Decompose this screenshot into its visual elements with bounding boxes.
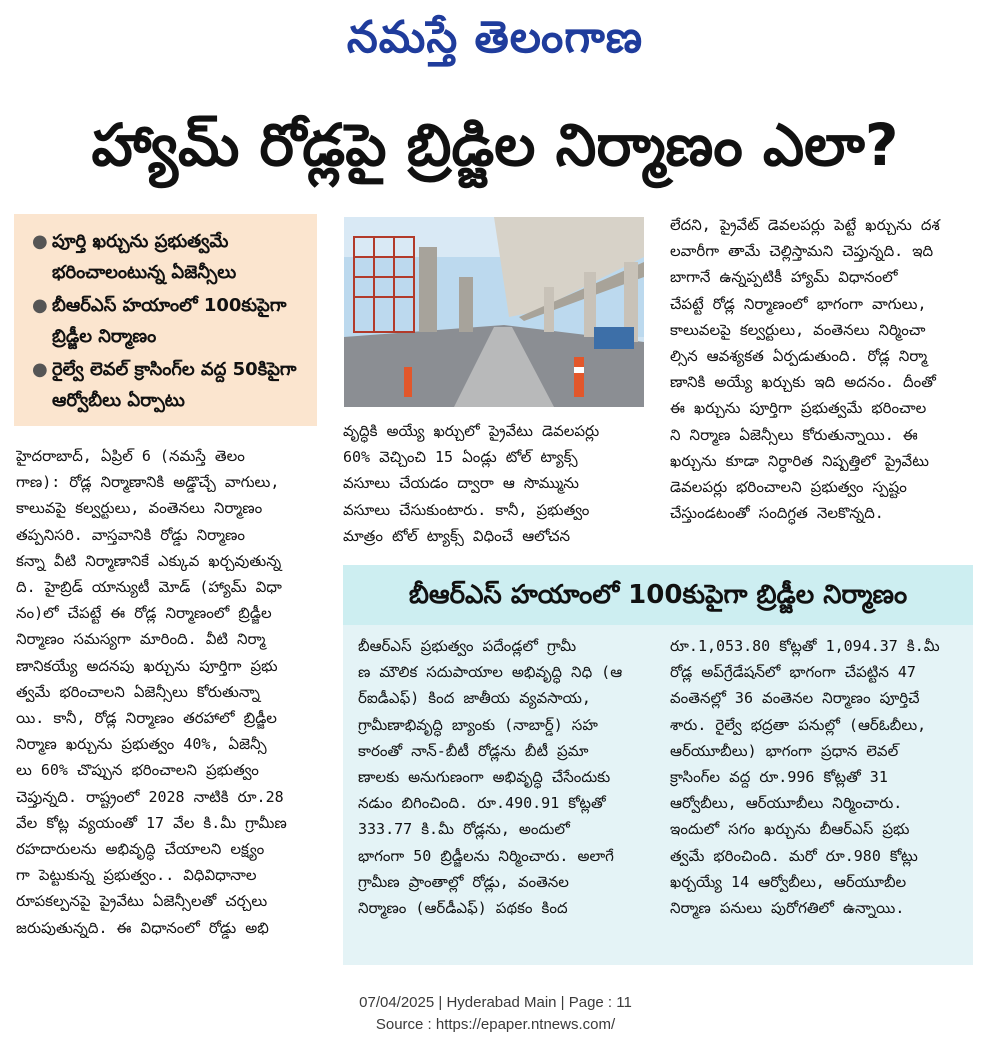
bridge-construction-photo bbox=[344, 217, 644, 407]
subheading: బీఆర్‌ఎస్ హయాంలో 100కుపైగా బ్రిడ్జీల నిర్మాణం bbox=[408, 580, 908, 610]
box-column-1: బీఆర్‌ఎస్ ప్రభుత్వం పదేండ్లలో గ్రామీ ణ మౌలిక సదుపాయాల అభివృద్ధి నిధి (ఆ ర్‌ఐడీఎఫ్) కింద జాతీయ వ్యవసాయ, గ్రామీణాభివృద్ధి బ్యాంకు (నాబార్డ్) సహ కారంతో నాన్-బీటీ రోడ్లను బీటీ ప్రమా ణాలకు అనుగుణంగా అభివృద్ధి చేసేందుకు నడుం బిగించింది. రూ.490.91 కోట్లతో 333.77 కి.మీ రోడ్లను, అందులో భాగంగా 50 బ్రిడ్జీలను నిర్మించారు. అలాగే గ్రామీణ ప్రాంతాల్లో రోడ్లు, వంతెనల నిర్మాణం (ఆర్‌డీఎఫ్) పథకం కింద bbox=[358, 637, 623, 918]
article-column-1: హైదరాబాద్, ఏప్రిల్ 6 (నమస్తే తెలం గాణ): రోడ్ల నిర్మాణానికి అడ్డొచ్చే వాగులు, కాలువపై కల్వర్టులు, వంతెనలు నిర్మాణం తప్పనిసరి. వాస్తవానికి రోడ్డు నిర్మాణం కన్నా వీటి నిర్మాణానికే ఎక్కువ ఖర్చవుతున్న ది. హైబ్రిడ్ యాన్యుటీ మోడ్ (హ్యామ్ విధా నం)లో చేపట్టే ఈ రోడ్ల నిర్మాణంలో బ్రిడ్జీల నిర్మాణం సమస్యగా మారింది. వీటి నిర్మా ణానికయ్యే అదనపు ఖర్చును పూర్తిగా ప్రభు త్వమే భరించాలని ఏజెన్సీలు కోరుతున్నా యి. కానీ, రోడ్ల నిర్మాణం తరహాలో బ్రిడ్జీల నిర్మాణ ఖర్చును ప్రభుత్వం 40%, ఏజెన్సీ లు 60% చొప్పున భరించాలని ప్రభుత్వం చెప్తున్నది. రాష్ట్రంలో 2028 నాటికి రూ.28 వేల కోట్ల వ్యయంతో 17 వేల కి.మీ గ్రామీణ రహదారులను అభివృద్ధి చేయాలని లక్ష్యం గా పెట్టుకున్న ప్రభుత్వం.. విధివిధానాల రూపకల్పనపై ప్రైవేటు ఏజెన్సీలతో చర్చలు జరుపుతున్నది. ఈ విధానంలో రోడ్డు అభి bbox=[16, 447, 287, 937]
bullet-icon: ● bbox=[32, 295, 48, 316]
article-column-3: లేదని, ప్రైవేట్ డెవలపర్లు పెట్టే ఖర్చును దశ లవారీగా తామే చెల్లిస్తామని చెప్తున్నది. ఇది బాగానే ఉన్నప్పటికీ హ్యామ్ విధానంలో చేపట్టే రోడ్ల నిర్మాణంలో భాగంగా వాగులు, కాలువలపై కల్వర్టులు, వంతెనలు నిర్మించా ల్సిన ఆవశ్యకత ఏర్పడుతుంది. రోడ్ల నిర్మా ణానికి అయ్యే ఖర్చుకు ఇది అదనం. దీంతో ఈ ఖర్చును పూర్తిగా ప్రభుత్వమే భరించాల ని నిర్మాణ ఏజెన్సీలు కోరుతున్నాయి. ఈ ఖర్చును కూడా నిర్ధారిత నిష్పత్తిలో ప్రైవేటు డెవలపర్లు భరించాలని ప్రభుత్వం స్పష్టం చేస్తుండటంతో సందిగ్ధత నెలకొన్నది. bbox=[670, 216, 940, 523]
article-column-2: వృద్ధికి అయ్యే ఖర్చులో ప్రైవేటు డెవలపర్లు 60% వెచ్చించి 15 ఏండ్లు టోల్ ట్యాక్స్ వసూలు చేయడం ద్వారా ఆ సొమ్మును వసూలు చేసుకుంటారు. కానీ, ప్రభుత్వం మాత్రం టోల్ ట్యాక్స్ విధించే ఆలోచన bbox=[343, 422, 600, 545]
highlight-item: ● రైల్వే లెవల్ క్రాసింగ్‌ల వద్ద 50కిపైగా ఆర్వోబీలు ఏర్పాటు bbox=[32, 354, 307, 416]
box-column-2: రూ.1,053.80 కోట్లతో 1,094.37 కి.మీ రోడ్ల అప్‌గ్రేడేషన్‌లో భాగంగా చేపట్టిన 47 వంతెనల్లో 36 వంతెనల నిర్మాణం పూర్తిచే శారు. రైల్వే భద్రతా పనుల్లో (ఆర్‌ఓబీలు, ఆర్‌యూబీలు) భాగంగా ప్రధాన లెవల్ క్రాసింగ్‌ల వద్ద రూ.996 కోట్లతో 31 ఆర్వోబీలు, ఆర్‌యూబీలు నిర్మించారు. ఇందులో సగం ఖర్చును బీఆర్‌ఎస్ ప్రభు త్వమే భరించింది. మరో రూ.980 కోట్లు ఖర్చయ్యే 14 ఆర్వోబీలు, ఆర్‌యూబీల నిర్మాణ పనులు పురోగతిలో ఉన్నాయి. bbox=[670, 637, 940, 918]
source-link[interactable]: Source : https://epaper.ntnews.com/ bbox=[375, 1016, 616, 1033]
masthead-logo: నమస్తే తెలంగాణ bbox=[346, 12, 644, 63]
page-footer bbox=[0, 992, 991, 1036]
bullet-icon: ● bbox=[32, 231, 48, 252]
highlights-box bbox=[14, 214, 317, 426]
bullet-icon: ● bbox=[32, 359, 48, 380]
highlight-item: ● పూర్తి ఖర్చును ప్రభుత్వమే భరించాలంటున్న ఏజెన్సీలు bbox=[32, 226, 307, 288]
flyover-illustration bbox=[344, 217, 644, 407]
edition-info: 07/04/2025 | Hyderabad Main | Page : 11 bbox=[359, 994, 632, 1011]
article-headline: హ్యామ్ రోడ్లపై బ్రిడ్జిల నిర్మాణం ఎలా? bbox=[91, 111, 899, 179]
highlight-item: ● బీఆర్‌ఎస్ హయాంలో 100కుపైగా బ్రిడ్జీల నిర్మాణం bbox=[32, 290, 307, 352]
